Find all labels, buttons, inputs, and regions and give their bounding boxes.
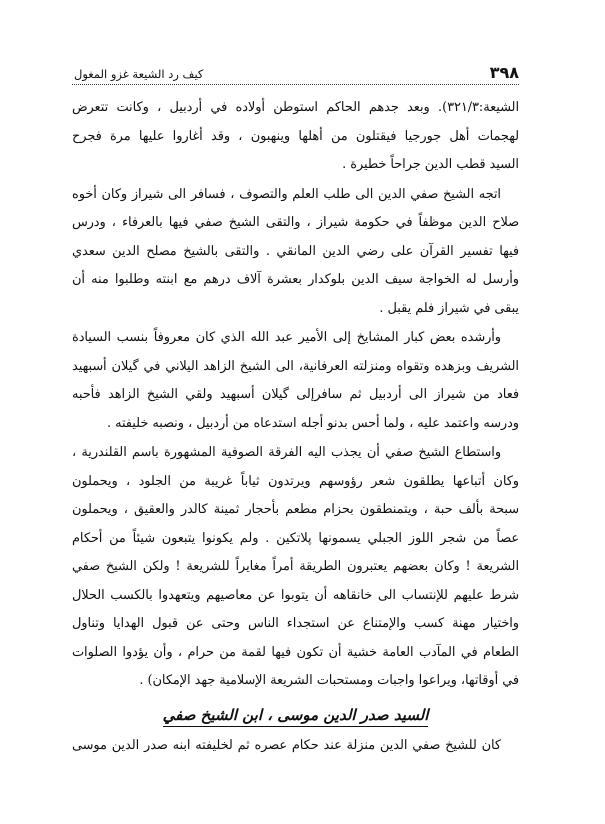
paragraph: [72, 181, 519, 324]
text-line: السيد قطب الدين جراحاً خطيرة .: [342, 157, 519, 172]
text-line: كان للشيخ صفي الدين منزلة عند حكام عصره ثم لخليفته ابنه صدر الدين موسى: [72, 737, 501, 753]
text-line: وكان أتباعها يطلقون شعر رؤوسهم ويرتدون ثياباً غريبة من الجلود ، ويحملون: [72, 473, 519, 489]
page-number: ٣٩٨: [489, 63, 519, 82]
text-line: اتجه الشيخ صفي الدين الى طلب العلم والتصوف ، فسافر الى شيراز وكان أخوه: [72, 186, 501, 202]
body-text: [72, 94, 519, 760]
text-line: وأرشده بعض كبار المشايخ إلى الأمير عبد الله الذي كان معروفاً بنسب السيادة: [72, 330, 501, 345]
text-line: عصاً من شجر اللوز الجبلي يسمونها پلاتكين . ولم يكونوا يتبعون شيئاً من أحكام: [72, 530, 519, 546]
text-line: الطعام في المآدب العامة خشية أن تكون فيها لقمة من حرام ، وأن يؤدوا الصلوات: [72, 644, 519, 660]
text-line: ودرسه واعتمد عليه ، ولما أحس بدنو أجله استدعاه من أردبيل ، ونصبه خليفته .: [106, 415, 519, 431]
section-heading: [72, 700, 519, 730]
text-line: لهجمات أهل جورجيا فيقتلون من أهلها وينهبون ، وقد أغاروا عليها مرة فجرح: [72, 128, 519, 144]
text-line: الشيعة:٣٢١/٣). وبعد جدهم الحاكم استوطن أولاده في أردبيل ، وكانت تتعرض: [72, 100, 519, 115]
text-line: واختيار مهنة كسب والإمتناع عن استجداء الناس وحتى عن قبول الهدايا وتناول: [72, 616, 519, 631]
text-line: سبحة بألف حبة ، ويتمنطقون بحزام مطعم بأحجار ثمينة كالدر والعقيق ، ويحملون: [72, 502, 519, 517]
paragraph: [72, 439, 519, 696]
text-line: صلاح الدين موظفاً في حكومة شيراز ، والتقى الشيخ صفي فيها بالعرفاء ، ودرس: [72, 215, 519, 230]
text-line: الشريعة ! وكان بعضهم يعتبرون الطريقة أمراً مغايراً للشريعة ! ولكن الشيخ صفي: [72, 559, 519, 574]
text-line: فعاد من شيراز الى أردبيل ثم سافرإلى گيلان أسبهيد ولقي الشيخ الزاهد فأحبه: [72, 387, 519, 402]
section-heading-text: السيد صدر الدين موسى ، ابن الشيخ صفي: [163, 706, 429, 727]
text-line: وأرسل له الخواجة سيف الدين بلوكدار بعشرة آلاف درهم مع ابنته وطلبوا منه أن: [72, 272, 519, 287]
text-line: فيها تفسير القرآن على رضي الدين المانقي . والتقى بالشيخ مصلح الدين سعدي: [72, 243, 519, 259]
text-line: في أوقاتها، ويراعوا واجبات ومستحبات الشريعة الإسلامية جهد الإمكان) .: [139, 673, 519, 688]
text-line: واستطاع الشيخ صفي أن يجذب اليه الفرقة الصوفية المشهورة باسم القلندرية ،: [72, 445, 501, 460]
page-header: [72, 60, 519, 85]
running-title: كيف رد الشيعة غزو المغول: [74, 67, 204, 81]
text-line: الشريف وبزهده وتقواه ومنزلته العرفانية، الى الشيخ الزاهد اليلاني في گيلان أسبهيد: [72, 358, 519, 374]
text-line: يبقى في شيراز فلم يقبل .: [379, 300, 519, 316]
paragraph: [72, 94, 519, 180]
paragraph: [72, 324, 519, 438]
text-line: شرط عليهم للإنتساب الى خانقاهه أن يتوبوا عن معاصيهم ويتعهدوا بالكسب الحلال: [72, 587, 519, 603]
